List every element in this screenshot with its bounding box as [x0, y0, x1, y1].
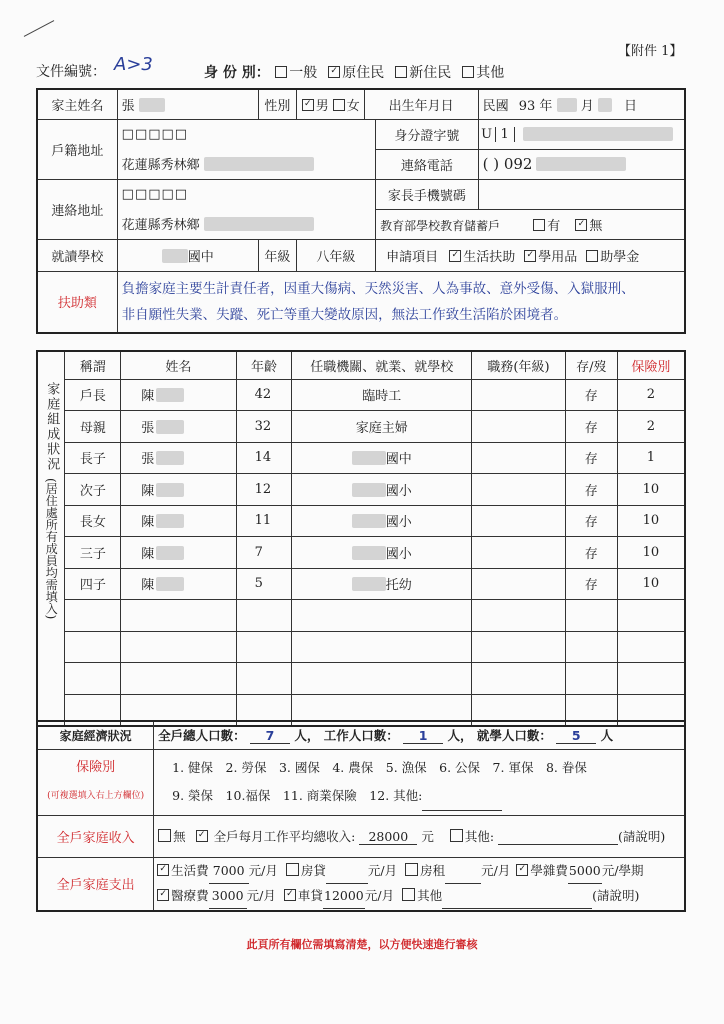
household-postal-boxes: □□□□□: [121, 126, 189, 142]
member-name[interactable]: [121, 505, 236, 537]
apply-option[interactable]: [448, 250, 515, 265]
insurance-options: [154, 749, 685, 815]
member-title[interactable]: 戶長: [65, 379, 121, 411]
exp-other-label: 其他: [417, 887, 443, 903]
empty-cell[interactable]: [292, 663, 472, 695]
empty-cell[interactable]: [236, 631, 292, 663]
empty-cell[interactable]: [292, 600, 472, 632]
exp-car-value[interactable]: 12000: [323, 884, 365, 909]
income-avg-checkbox[interactable]: [196, 830, 208, 842]
member-name[interactable]: [121, 442, 236, 474]
student-pop-unit: 人: [600, 728, 614, 744]
income-other-label: 其他:: [464, 829, 495, 844]
member-age[interactable]: 14: [236, 442, 292, 474]
apply-cell[interactable]: [376, 239, 685, 271]
population-cell[interactable]: [154, 721, 685, 749]
birth-label: 出生年月日: [364, 89, 478, 119]
economy-table: [36, 720, 686, 912]
family-row: [37, 505, 685, 537]
income-unit: 元: [421, 829, 434, 844]
aid-text-cell: [117, 271, 685, 333]
exp-living-label: 生活費: [171, 862, 209, 878]
gender-label: 性別: [258, 89, 296, 119]
member-name-value: 陳: [141, 546, 155, 562]
member-position[interactable]: [472, 505, 566, 537]
household-addr-label: 戶籍地址: [37, 119, 117, 179]
family-row: [37, 568, 685, 600]
total-pop-unit: 人，: [294, 728, 320, 744]
family-header-cell: 保險別: [617, 351, 685, 379]
member-status[interactable]: 存: [565, 379, 617, 411]
family-header-cell: 稱謂: [65, 351, 121, 379]
identity-option-label: 其他: [476, 65, 505, 81]
pen-mark: [24, 20, 54, 37]
member-name-value: 張: [141, 420, 155, 436]
grade-value[interactable]: 八年級: [296, 239, 375, 271]
empty-cell[interactable]: [617, 663, 685, 695]
apply-label: 申請項目: [386, 249, 439, 265]
family-header-cell: 存/歿: [565, 351, 617, 379]
family-header-cell: 職務(年級): [472, 351, 566, 379]
exp-tuition-unit: 元/學期: [601, 862, 644, 878]
household-addr-cell[interactable]: [117, 149, 375, 179]
member-work-value: 托幼: [385, 578, 412, 594]
identity-option-label: 一般: [289, 65, 318, 81]
gender-female-checkbox[interactable]: [333, 99, 345, 111]
member-insurance[interactable]: 10: [617, 474, 685, 506]
identity-option-label: 新住民: [409, 65, 452, 81]
school-label: 就讀學校: [37, 239, 117, 271]
working-pop-label: 工作人口數：: [323, 728, 399, 744]
member-work[interactable]: [292, 568, 472, 600]
birth-day-unit: 日: [624, 98, 638, 114]
identity-checkbox[interactable]: [275, 66, 287, 78]
family-row: [37, 600, 685, 632]
doc-no-label: 文件編號：: [36, 64, 106, 80]
apply-option[interactable]: [585, 250, 639, 265]
savings-yes-label: 有: [547, 218, 561, 234]
member-status[interactable]: 存: [565, 411, 617, 443]
family-table: [36, 350, 686, 727]
insurance-row-1: 1. 健保 2. 勞保 3. 國保 4. 農保 5. 漁保 6. 公保 7. 軍保 8. 眷保: [172, 759, 587, 775]
contact-postal-boxes: □□□□□: [121, 186, 189, 202]
member-insurance[interactable]: 10: [617, 537, 685, 569]
exp-medical-checkbox[interactable]: [157, 889, 169, 901]
empty-cell[interactable]: [472, 663, 566, 695]
member-title[interactable]: 長子: [65, 442, 121, 474]
member-name-value: 張: [141, 452, 155, 468]
insurance-note: (可複選填入右上方欄位): [47, 791, 145, 801]
parent-mobile-cell[interactable]: [478, 179, 685, 209]
identity-option[interactable]: [274, 65, 317, 81]
member-work-value: 國小: [385, 483, 412, 499]
school-cell[interactable]: [117, 239, 258, 271]
insurance-label: 保險別: [76, 760, 116, 775]
exp-tuition-label: 學雜費: [530, 862, 568, 878]
member-insurance[interactable]: 10: [617, 505, 685, 537]
empty-cell[interactable]: [65, 631, 121, 663]
name-value: 張: [121, 98, 135, 114]
income-none-checkbox[interactable]: [158, 829, 171, 842]
empty-cell[interactable]: [565, 631, 617, 663]
apply-checkbox[interactable]: [524, 250, 536, 262]
exp-rent-input[interactable]: [445, 859, 481, 884]
identity-option-label: 原住民: [342, 65, 385, 81]
apply-checkbox[interactable]: [449, 250, 461, 262]
applicant-table: [36, 88, 686, 334]
member-age[interactable]: 32: [236, 411, 292, 443]
member-name[interactable]: [121, 537, 236, 569]
member-work-value: 家庭主婦: [355, 420, 408, 436]
member-work[interactable]: [292, 474, 472, 506]
savings-no-checkbox[interactable]: [575, 219, 587, 231]
family-row: [37, 442, 685, 474]
member-work[interactable]: [292, 379, 472, 411]
gender-cell[interactable]: [296, 89, 364, 119]
aid-text-line-2: 非自願性失業、失蹤、死亡等重大變故原因，無法工作致生活陷於困境者。: [121, 306, 568, 323]
family-side-note: (居住處所有成員均需填入): [44, 478, 59, 620]
insurance-other-input[interactable]: [422, 782, 502, 811]
grade-label: 年級: [258, 239, 296, 271]
contact-addr-label: 連絡地址: [37, 179, 117, 239]
identity-checkbox[interactable]: [395, 66, 407, 78]
empty-cell[interactable]: [617, 600, 685, 632]
income-other-input[interactable]: [498, 829, 618, 845]
apply-option-label: 學用品: [538, 249, 578, 265]
insurance-label-cell: [37, 749, 154, 815]
empty-cell[interactable]: [472, 631, 566, 663]
income-none-label: 無: [173, 829, 186, 844]
member-work[interactable]: [292, 505, 472, 537]
exp-housing-label: 房貸: [300, 862, 326, 878]
savings-label: 教育部學校教育儲蓄戶: [380, 218, 501, 233]
savings-cell[interactable]: [376, 209, 685, 239]
phone-cell[interactable]: [478, 149, 685, 179]
member-position[interactable]: [472, 568, 566, 600]
income-explain: (請說明): [618, 829, 666, 844]
exp-tuition-checkbox[interactable]: [516, 864, 528, 876]
member-position[interactable]: [472, 442, 566, 474]
member-position[interactable]: [472, 537, 566, 569]
empty-cell[interactable]: [121, 663, 236, 695]
contact-addr-value: 花蓮縣秀林鄉: [121, 218, 200, 234]
empty-cell[interactable]: [121, 600, 236, 632]
exp-medical-label: 醫療費: [171, 887, 209, 903]
empty-cell[interactable]: [565, 600, 617, 632]
doc-no-value: A>3: [114, 54, 153, 75]
exp-housing-unit: 元/月: [367, 862, 398, 878]
household-postal[interactable]: [117, 119, 375, 149]
identity-checkbox[interactable]: [328, 66, 340, 78]
exp-rent-label: 房租: [420, 862, 446, 878]
member-age[interactable]: 7: [236, 537, 292, 569]
expense-cell[interactable]: [154, 857, 685, 911]
member-status[interactable]: 存: [565, 505, 617, 537]
exp-tuition-value[interactable]: 5000: [568, 859, 602, 884]
id-second: 1: [496, 127, 515, 142]
member-name-value: 陳: [141, 578, 155, 594]
attachment-label: 【附件 1】: [618, 44, 683, 59]
exp-rent-unit: 元/月: [481, 862, 511, 878]
member-age[interactable]: 42: [236, 379, 292, 411]
apply-option-label: 生活扶助: [463, 249, 516, 265]
empty-cell[interactable]: [236, 600, 292, 632]
exp-other-input[interactable]: [442, 884, 592, 909]
member-position[interactable]: [472, 379, 566, 411]
empty-cell[interactable]: [292, 631, 472, 663]
exp-living-checkbox[interactable]: [157, 864, 169, 876]
member-status[interactable]: 存: [565, 442, 617, 474]
family-row: [37, 411, 685, 443]
birth-year: 93: [518, 98, 536, 114]
contact-addr-cell[interactable]: [117, 209, 375, 239]
member-insurance[interactable]: 2: [617, 411, 685, 443]
exp-housing-input[interactable]: [326, 859, 368, 884]
aid-text-line-1: 負擔家庭主要生計責任者，因重大傷病、天然災害、人為事故、意外受傷、入獄服刑、: [121, 280, 635, 297]
savings-no-label: 無: [589, 218, 603, 234]
member-insurance[interactable]: 10: [617, 568, 685, 600]
exp-living-value[interactable]: 7000: [209, 859, 249, 884]
expense-explain: (請說明): [592, 887, 640, 903]
aid-label: 扶助類: [37, 271, 117, 333]
member-title[interactable]: 母親: [65, 411, 121, 443]
family-header-cell: 姓名: [121, 351, 236, 379]
gender-male-checkbox[interactable]: [302, 99, 314, 111]
student-pop-label: 就學人口數：: [476, 728, 552, 744]
family-row: [37, 631, 685, 663]
member-age[interactable]: 12: [236, 474, 292, 506]
member-insurance[interactable]: 1: [617, 442, 685, 474]
footer-note: 此頁所有欄位需填寫清楚，以方便快速進行審核: [246, 938, 478, 951]
name-cell[interactable]: [117, 89, 258, 119]
birth-month-unit: 月: [580, 98, 594, 114]
member-name[interactable]: [121, 411, 236, 443]
member-status[interactable]: 存: [565, 537, 617, 569]
member-work-value: 國中: [385, 452, 412, 468]
working-pop-value[interactable]: 1: [403, 728, 443, 744]
exp-other-checkbox[interactable]: [402, 888, 415, 901]
exp-housing-checkbox[interactable]: [286, 863, 299, 876]
family-side-title: 家庭組成狀況: [44, 382, 60, 472]
apply-option[interactable]: [523, 250, 577, 265]
member-title[interactable]: 長女: [65, 505, 121, 537]
id-label: 身分證字號: [376, 119, 478, 149]
member-name[interactable]: [121, 379, 236, 411]
member-name-value: 陳: [141, 389, 155, 405]
member-status[interactable]: 存: [565, 474, 617, 506]
identity-group: [204, 62, 514, 82]
expense-label: 全戶家庭支出: [37, 857, 154, 911]
income-label: 全戶家庭收入: [37, 815, 154, 857]
birth-year-unit: 年: [539, 98, 553, 114]
income-avg-value[interactable]: 28000: [359, 829, 417, 845]
member-name[interactable]: [121, 474, 236, 506]
school-value: 國中: [187, 249, 214, 265]
member-position[interactable]: [472, 411, 566, 443]
family-side-label: [37, 351, 65, 726]
identity-label: 身 份 別：: [204, 65, 270, 81]
member-age[interactable]: 11: [236, 505, 292, 537]
member-title[interactable]: 四子: [65, 568, 121, 600]
member-age[interactable]: 5: [236, 568, 292, 600]
birth-prefix: 民國: [482, 98, 509, 114]
family-header-cell: 年齡: [236, 351, 292, 379]
name-label: 家主姓名: [37, 89, 117, 119]
member-position[interactable]: [472, 474, 566, 506]
phone-value: ( ) 092: [482, 155, 533, 173]
id-cell[interactable]: [478, 119, 685, 149]
member-work-value: 國小: [385, 515, 412, 531]
economy-label: 家庭經濟狀況: [37, 721, 154, 749]
household-addr-value: 花蓮縣秀林鄉: [121, 158, 200, 174]
family-row: [37, 474, 685, 506]
contact-postal[interactable]: [117, 179, 375, 209]
apply-option-label: 助學金: [600, 249, 640, 265]
family-row: [37, 663, 685, 695]
member-name-value: 陳: [141, 483, 155, 499]
member-name-value: 陳: [141, 515, 155, 531]
income-cell[interactable]: [154, 815, 685, 857]
income-other-checkbox[interactable]: [450, 829, 463, 842]
member-work[interactable]: [292, 537, 472, 569]
income-avg-label: 全戶每月工作平均總收入:: [213, 829, 356, 844]
identity-checkbox[interactable]: [462, 66, 474, 78]
exp-living-unit: 元/月: [248, 862, 278, 878]
exp-car-unit: 元/月: [364, 887, 395, 903]
empty-cell[interactable]: [472, 600, 566, 632]
gender-male-label: 男: [315, 98, 329, 114]
identity-option[interactable]: [461, 65, 504, 81]
family-row: [37, 379, 685, 411]
exp-medical-unit: 元/月: [246, 887, 276, 903]
exp-car-label: 車貸: [297, 887, 323, 903]
apply-checkbox[interactable]: [586, 250, 598, 262]
gender-female-label: 女: [346, 98, 360, 114]
working-pop-unit: 人，: [447, 728, 473, 744]
empty-cell[interactable]: [65, 600, 121, 632]
member-work-value: 臨時工: [362, 389, 402, 405]
identity-option[interactable]: [394, 65, 451, 81]
identity-option[interactable]: [327, 65, 384, 81]
member-insurance[interactable]: 2: [617, 379, 685, 411]
birth-cell[interactable]: [478, 89, 685, 119]
exp-rent-checkbox[interactable]: [405, 863, 418, 876]
empty-cell[interactable]: [617, 631, 685, 663]
member-title[interactable]: 三子: [65, 537, 121, 569]
member-work-value: 國小: [385, 546, 412, 562]
empty-cell[interactable]: [121, 631, 236, 663]
id-prefix: U: [479, 127, 496, 142]
member-work[interactable]: [292, 442, 472, 474]
member-status[interactable]: 存: [565, 568, 617, 600]
empty-cell[interactable]: [565, 663, 617, 695]
exp-car-checkbox[interactable]: [284, 889, 296, 901]
member-title[interactable]: 次子: [65, 474, 121, 506]
student-pop-value[interactable]: 5: [556, 728, 596, 744]
phone-label: 連絡電話: [376, 149, 478, 179]
empty-cell[interactable]: [65, 663, 121, 695]
total-pop-value[interactable]: 7: [250, 728, 290, 744]
member-work[interactable]: [292, 411, 472, 443]
family-row: [37, 537, 685, 569]
exp-medical-value[interactable]: 3000: [209, 884, 247, 909]
family-header-cell: 任職機關、就業、就學校: [292, 351, 472, 379]
insurance-row-2: 9. 榮保 10.福保 11. 商業保險 12. 其他:: [172, 787, 423, 803]
parent-mobile-label: 家長手機號碼: [376, 179, 478, 209]
empty-cell[interactable]: [236, 663, 292, 695]
member-name[interactable]: [121, 568, 236, 600]
total-pop-label: 全戶總人口數：: [158, 728, 246, 744]
savings-yes-checkbox[interactable]: [533, 219, 545, 231]
